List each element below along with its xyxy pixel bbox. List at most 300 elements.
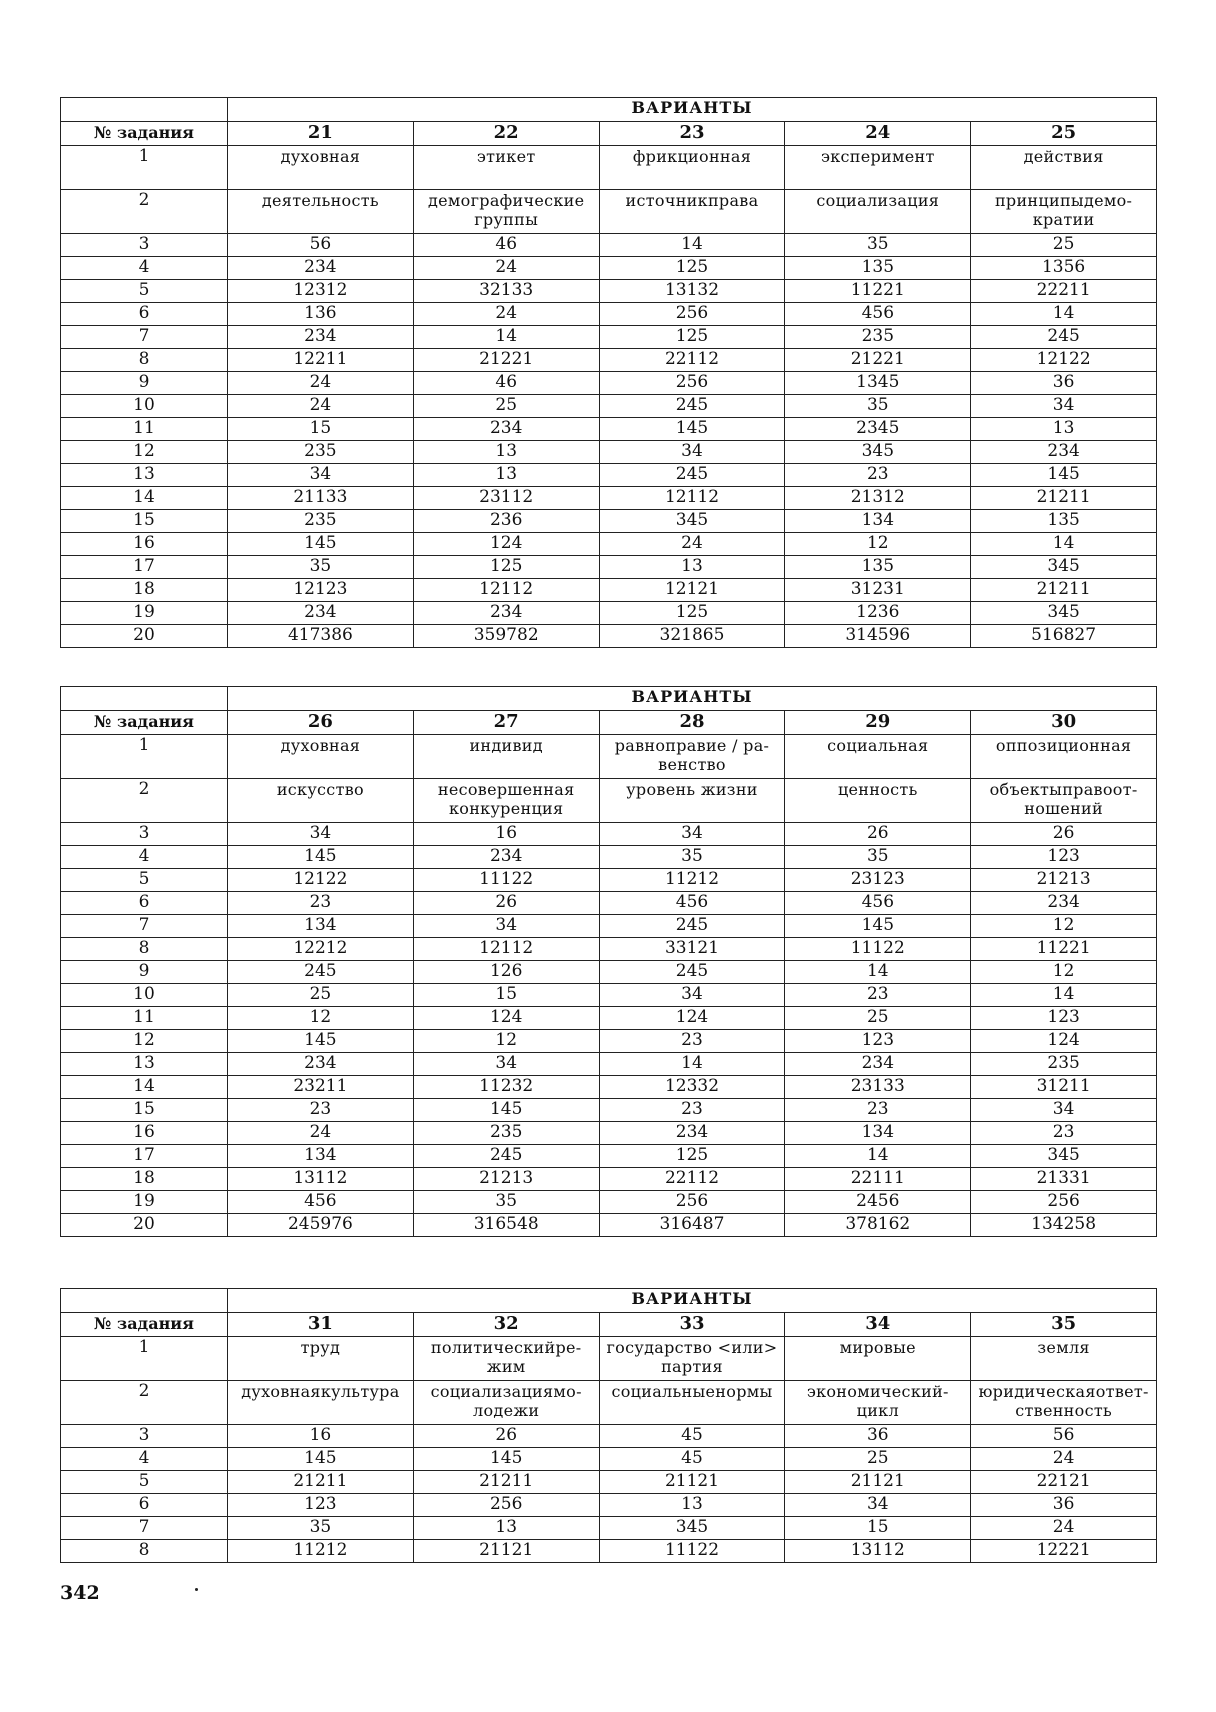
answer-cell: мировые — [785, 1337, 971, 1381]
answer-cell: 245 — [413, 1145, 599, 1168]
answer-cell: 134258 — [971, 1214, 1157, 1237]
table-row — [61, 1214, 1157, 1237]
table-row — [61, 441, 1157, 464]
answer-cell: 21121 — [785, 1471, 971, 1494]
answer-cell: 12 — [785, 533, 971, 556]
variant-header-row — [61, 122, 1157, 146]
task-number: 2 — [61, 190, 228, 234]
answer-cell: 321865 — [599, 625, 785, 648]
answer-cell: 378162 — [785, 1214, 971, 1237]
variant-number: 23 — [599, 122, 785, 146]
answer-cell: эксперимент — [785, 146, 971, 190]
answer-cell: 145 — [413, 1099, 599, 1122]
answer-cell: 34 — [971, 395, 1157, 418]
answer-cell: 125 — [413, 556, 599, 579]
answer-cell: 21211 — [971, 579, 1157, 602]
table-title-row — [61, 687, 1157, 711]
answer-cell: 45 — [599, 1448, 785, 1471]
answer-cell: 23 — [785, 1099, 971, 1122]
table-row — [61, 579, 1157, 602]
answer-cell: 35 — [228, 556, 414, 579]
answer-cell: социальныенормы — [599, 1381, 785, 1425]
answer-cell: 256 — [599, 1191, 785, 1214]
table-title-row — [61, 98, 1157, 122]
task-number: 6 — [61, 892, 228, 915]
answer-cell: 35 — [785, 234, 971, 257]
answer-cell: 25 — [228, 984, 414, 1007]
answer-cell: 23 — [785, 984, 971, 1007]
answer-cell: 23123 — [785, 869, 971, 892]
answer-cell: 13132 — [599, 280, 785, 303]
table-row — [61, 1007, 1157, 1030]
task-number: 16 — [61, 1122, 228, 1145]
answer-cell: 11221 — [971, 938, 1157, 961]
answer-cell: 16 — [228, 1425, 414, 1448]
task-number: 20 — [61, 1214, 228, 1237]
answer-cell: социальная — [785, 735, 971, 779]
answer-cell: 256 — [599, 372, 785, 395]
answer-cell: 245 — [599, 915, 785, 938]
answer-cell: 235 — [228, 510, 414, 533]
table-row — [61, 1425, 1157, 1448]
answer-cell: 21331 — [971, 1168, 1157, 1191]
variant-number: 34 — [785, 1313, 971, 1337]
answer-cell: 135 — [785, 556, 971, 579]
answer-cell: 236 — [413, 510, 599, 533]
answer-cell: 245 — [599, 395, 785, 418]
answer-cell: 26 — [413, 1425, 599, 1448]
answer-cell: 2345 — [785, 418, 971, 441]
answer-cell: 13 — [413, 441, 599, 464]
answer-cell: объектыправоот-ношений — [971, 779, 1157, 823]
table-row — [61, 487, 1157, 510]
answer-cell: 23 — [971, 1122, 1157, 1145]
answer-cell: 11232 — [413, 1076, 599, 1099]
answer-cell: 11122 — [599, 1540, 785, 1563]
answer-table-variants-21-25 — [60, 97, 1157, 648]
answer-table-variants-31-35 — [60, 1288, 1157, 1563]
answer-cell: 23133 — [785, 1076, 971, 1099]
answer-cell: 2456 — [785, 1191, 971, 1214]
answer-cell: 11122 — [785, 938, 971, 961]
answer-cell: 14 — [599, 1053, 785, 1076]
answer-cell: 35 — [413, 1191, 599, 1214]
variant-number: 26 — [228, 711, 414, 735]
answer-cell: 12 — [413, 1030, 599, 1053]
answer-cell: 12122 — [228, 869, 414, 892]
answer-cell: 125 — [599, 326, 785, 349]
answer-cell: 359782 — [413, 625, 599, 648]
table-row — [61, 1540, 1157, 1563]
answer-cell: 14 — [971, 533, 1157, 556]
answer-cell: демографические группы — [413, 190, 599, 234]
table-row — [61, 1053, 1157, 1076]
variants-title: ВАРИАНТЫ — [228, 98, 1157, 122]
task-column-header: № задания — [61, 122, 228, 146]
answer-cell: 15 — [413, 984, 599, 1007]
answer-cell: политическийре-жим — [413, 1337, 599, 1381]
table-row — [61, 1168, 1157, 1191]
table-row — [61, 510, 1157, 533]
answer-cell: принципыдемо-кратии — [971, 190, 1157, 234]
answer-cell: 245 — [599, 961, 785, 984]
page-number: 342 — [60, 1582, 100, 1604]
task-number: 13 — [61, 1053, 228, 1076]
table-row — [61, 779, 1157, 823]
answer-cell: 15 — [785, 1517, 971, 1540]
answer-cell: 124 — [413, 1007, 599, 1030]
answer-cell: 14 — [971, 984, 1157, 1007]
answer-cell: 26 — [785, 823, 971, 846]
answer-cell: равноправие / ра-венство — [599, 735, 785, 779]
answer-cell: 13112 — [228, 1168, 414, 1191]
table-row — [61, 735, 1157, 779]
task-number: 1 — [61, 735, 228, 779]
table-row — [61, 823, 1157, 846]
task-number: 9 — [61, 372, 228, 395]
answer-cell: 234 — [228, 257, 414, 280]
task-number: 7 — [61, 1517, 228, 1540]
task-number: 18 — [61, 1168, 228, 1191]
answer-cell: 22112 — [599, 349, 785, 372]
table-row — [61, 1122, 1157, 1145]
answer-cell: 36 — [785, 1425, 971, 1448]
answer-cell: 24 — [413, 257, 599, 280]
answer-cell: 256 — [413, 1494, 599, 1517]
answer-cell: 125 — [599, 602, 785, 625]
task-number: 2 — [61, 779, 228, 823]
answer-cell: 34 — [971, 1099, 1157, 1122]
table-row — [61, 372, 1157, 395]
answer-cell: 23112 — [413, 487, 599, 510]
answer-cell: 12122 — [971, 349, 1157, 372]
answer-cell: источникправа — [599, 190, 785, 234]
answer-cell: 12112 — [413, 579, 599, 602]
table-row — [61, 961, 1157, 984]
variant-header-row — [61, 1313, 1157, 1337]
answer-cell: 21213 — [413, 1168, 599, 1191]
task-number: 15 — [61, 1099, 228, 1122]
answer-cell: 316548 — [413, 1214, 599, 1237]
task-number: 13 — [61, 464, 228, 487]
answer-cell: 134 — [785, 510, 971, 533]
answer-cell: 234 — [971, 441, 1157, 464]
answer-cell: 21133 — [228, 487, 414, 510]
variant-number: 32 — [413, 1313, 599, 1337]
answer-cell: 26 — [971, 823, 1157, 846]
answer-cell: 14 — [599, 234, 785, 257]
task-number: 18 — [61, 579, 228, 602]
table-row — [61, 395, 1157, 418]
table-row — [61, 303, 1157, 326]
answer-cell: 135 — [785, 257, 971, 280]
task-number: 8 — [61, 1540, 228, 1563]
task-number: 11 — [61, 418, 228, 441]
task-number: 2 — [61, 1381, 228, 1425]
answer-cell: 234 — [971, 892, 1157, 915]
answer-cell: 124 — [413, 533, 599, 556]
task-number: 11 — [61, 1007, 228, 1030]
task-number: 5 — [61, 869, 228, 892]
table-row — [61, 190, 1157, 234]
variant-number: 30 — [971, 711, 1157, 735]
answer-cell: 22112 — [599, 1168, 785, 1191]
answer-cell: 31211 — [971, 1076, 1157, 1099]
answer-cell: 12221 — [971, 1540, 1157, 1563]
task-number: 4 — [61, 846, 228, 869]
task-number: 15 — [61, 510, 228, 533]
answer-cell: 23 — [228, 1099, 414, 1122]
answer-cell: 23 — [228, 892, 414, 915]
answer-cell: 345 — [971, 556, 1157, 579]
answer-cell: 34 — [599, 984, 785, 1007]
task-number: 17 — [61, 556, 228, 579]
task-number: 1 — [61, 146, 228, 190]
answer-cell: 1236 — [785, 602, 971, 625]
answer-cell: 125 — [599, 1145, 785, 1168]
task-number: 4 — [61, 257, 228, 280]
answer-cell: 21312 — [785, 487, 971, 510]
answer-cell: 12123 — [228, 579, 414, 602]
variant-header-row — [61, 711, 1157, 735]
answer-cell: 35 — [785, 395, 971, 418]
answer-cell: 123 — [971, 1007, 1157, 1030]
table-row — [61, 984, 1157, 1007]
answer-cell: 345 — [599, 510, 785, 533]
answer-cell: 13 — [971, 418, 1157, 441]
answer-cell: 456 — [228, 1191, 414, 1214]
corner-cell — [61, 687, 228, 711]
task-number: 10 — [61, 984, 228, 1007]
table-row — [61, 1099, 1157, 1122]
answer-cell: 13 — [413, 464, 599, 487]
task-number: 17 — [61, 1145, 228, 1168]
answer-cell: 15 — [228, 418, 414, 441]
answer-cell: юридическаяответ-ственность — [971, 1381, 1157, 1425]
table-row — [61, 846, 1157, 869]
table-row — [61, 625, 1157, 648]
answer-cell: 12211 — [228, 349, 414, 372]
table-row — [61, 464, 1157, 487]
answer-cell: 316487 — [599, 1214, 785, 1237]
answer-cell: труд — [228, 1337, 414, 1381]
answer-cell: духовная — [228, 735, 414, 779]
answer-cell: 123 — [785, 1030, 971, 1053]
answer-cell: 46 — [413, 372, 599, 395]
answer-cell: 134 — [785, 1122, 971, 1145]
answer-cell: ценность — [785, 779, 971, 823]
task-number: 7 — [61, 326, 228, 349]
task-number: 16 — [61, 533, 228, 556]
answer-cell: 24 — [971, 1448, 1157, 1471]
answer-cell: 35 — [599, 846, 785, 869]
task-number: 7 — [61, 915, 228, 938]
table-row — [61, 1448, 1157, 1471]
answer-cell: 24 — [971, 1517, 1157, 1540]
variant-number: 31 — [228, 1313, 414, 1337]
table-row — [61, 1191, 1157, 1214]
answer-cell: фрикционная — [599, 146, 785, 190]
answer-cell: 145 — [413, 1448, 599, 1471]
variant-number: 29 — [785, 711, 971, 735]
answer-cell: 234 — [599, 1122, 785, 1145]
table-row — [61, 280, 1157, 303]
table-row — [61, 1517, 1157, 1540]
answer-cell: 21211 — [413, 1471, 599, 1494]
variant-number: 35 — [971, 1313, 1157, 1337]
variant-number: 24 — [785, 122, 971, 146]
answer-cell: 235 — [413, 1122, 599, 1145]
answer-cell: 235 — [228, 441, 414, 464]
table-row — [61, 1145, 1157, 1168]
answer-cell: 23 — [599, 1099, 785, 1122]
answer-cell: 35 — [228, 1517, 414, 1540]
task-number: 3 — [61, 234, 228, 257]
answer-cell: 456 — [599, 892, 785, 915]
answer-cell: 234 — [228, 602, 414, 625]
answer-cell: 134 — [228, 915, 414, 938]
table-row — [61, 533, 1157, 556]
corner-cell — [61, 98, 228, 122]
variant-number: 28 — [599, 711, 785, 735]
answer-cell: 145 — [971, 464, 1157, 487]
corner-cell — [61, 1289, 228, 1313]
variant-number: 21 — [228, 122, 414, 146]
answer-cell: социализациямо-лодежи — [413, 1381, 599, 1425]
table-row — [61, 418, 1157, 441]
answer-cell: 12212 — [228, 938, 414, 961]
answer-cell: 234 — [228, 1053, 414, 1076]
answer-cell: 21221 — [785, 349, 971, 372]
answer-cell: 14 — [413, 326, 599, 349]
answer-cell: 14 — [971, 303, 1157, 326]
table-row — [61, 892, 1157, 915]
answer-cell: 24 — [228, 1122, 414, 1145]
answer-cell: 245 — [228, 961, 414, 984]
table-row — [61, 146, 1157, 190]
answer-cell: 26 — [413, 892, 599, 915]
answer-cell: 234 — [228, 326, 414, 349]
answer-cell: 13 — [413, 1517, 599, 1540]
answer-cell: 456 — [785, 303, 971, 326]
answer-cell: 345 — [785, 441, 971, 464]
table-row — [61, 556, 1157, 579]
answer-cell: 46 — [413, 234, 599, 257]
answer-cell: 345 — [971, 602, 1157, 625]
answer-cell: 135 — [971, 510, 1157, 533]
answer-cell: 31231 — [785, 579, 971, 602]
answer-cell: 234 — [413, 418, 599, 441]
task-number: 14 — [61, 1076, 228, 1099]
task-number: 8 — [61, 349, 228, 372]
variant-number: 25 — [971, 122, 1157, 146]
task-number: 12 — [61, 1030, 228, 1053]
answer-cell: 16 — [413, 823, 599, 846]
answer-cell: несовершенная конкуренция — [413, 779, 599, 823]
variant-number: 22 — [413, 122, 599, 146]
task-column-header: № задания — [61, 711, 228, 735]
answer-cell: экономический-цикл — [785, 1381, 971, 1425]
answer-cell: 33121 — [599, 938, 785, 961]
answer-cell: 12332 — [599, 1076, 785, 1099]
task-number: 1 — [61, 1337, 228, 1381]
answer-cell: 136 — [228, 303, 414, 326]
answer-cell: 36 — [971, 1494, 1157, 1517]
answer-cell: 235 — [785, 326, 971, 349]
table-row — [61, 602, 1157, 625]
task-column-header: № задания — [61, 1313, 228, 1337]
answer-cell: социализация — [785, 190, 971, 234]
table-row — [61, 1381, 1157, 1425]
answer-cell: 134 — [228, 1145, 414, 1168]
answer-table-variants-26-30 — [60, 686, 1157, 1237]
task-number: 19 — [61, 1191, 228, 1214]
answer-cell: 235 — [971, 1053, 1157, 1076]
task-number: 9 — [61, 961, 228, 984]
variants-title: ВАРИАНТЫ — [228, 687, 1157, 711]
answer-cell: 12121 — [599, 579, 785, 602]
table-row — [61, 938, 1157, 961]
answer-cell: 256 — [971, 1191, 1157, 1214]
table-row — [61, 915, 1157, 938]
answer-cell: 21213 — [971, 869, 1157, 892]
answer-cell: 145 — [599, 418, 785, 441]
answer-cell: 13 — [599, 1494, 785, 1517]
answer-cell: 25 — [413, 395, 599, 418]
answer-cell: 12112 — [599, 487, 785, 510]
task-number: 8 — [61, 938, 228, 961]
table-row — [61, 1494, 1157, 1517]
answer-cell: 22121 — [971, 1471, 1157, 1494]
table-row — [61, 1337, 1157, 1381]
answer-cell: 35 — [785, 846, 971, 869]
answer-cell: 12 — [971, 915, 1157, 938]
answer-cell: 12312 — [228, 280, 414, 303]
answer-cell: 23 — [599, 1030, 785, 1053]
answer-cell: 23 — [785, 464, 971, 487]
table-row — [61, 869, 1157, 892]
answer-cell: искусство — [228, 779, 414, 823]
variant-number: 33 — [599, 1313, 785, 1337]
answer-cell: 234 — [785, 1053, 971, 1076]
table-title-row — [61, 1289, 1157, 1313]
answer-cell: оппозиционная — [971, 735, 1157, 779]
answer-cell: 21121 — [413, 1540, 599, 1563]
answer-cell: 126 — [413, 961, 599, 984]
answer-cell: 22211 — [971, 280, 1157, 303]
answer-cell: 21211 — [971, 487, 1157, 510]
answer-cell: 25 — [785, 1007, 971, 1030]
answer-cell: 314596 — [785, 625, 971, 648]
answer-cell: 516827 — [971, 625, 1157, 648]
answer-cell: 34 — [599, 441, 785, 464]
answer-cell: 13112 — [785, 1540, 971, 1563]
table-row — [61, 1030, 1157, 1053]
answer-cell: 234 — [413, 602, 599, 625]
answer-cell: 24 — [228, 395, 414, 418]
answer-cell: 245 — [971, 326, 1157, 349]
answer-cell: 34 — [785, 1494, 971, 1517]
answer-cell: 25 — [971, 234, 1157, 257]
answer-cell: 24 — [228, 372, 414, 395]
answer-cell: 1356 — [971, 257, 1157, 280]
answer-cell: 1345 — [785, 372, 971, 395]
answer-cell: 12112 — [413, 938, 599, 961]
table-row — [61, 1471, 1157, 1494]
answer-cell: этикет — [413, 146, 599, 190]
task-number: 5 — [61, 1471, 228, 1494]
answer-cell: действия — [971, 146, 1157, 190]
